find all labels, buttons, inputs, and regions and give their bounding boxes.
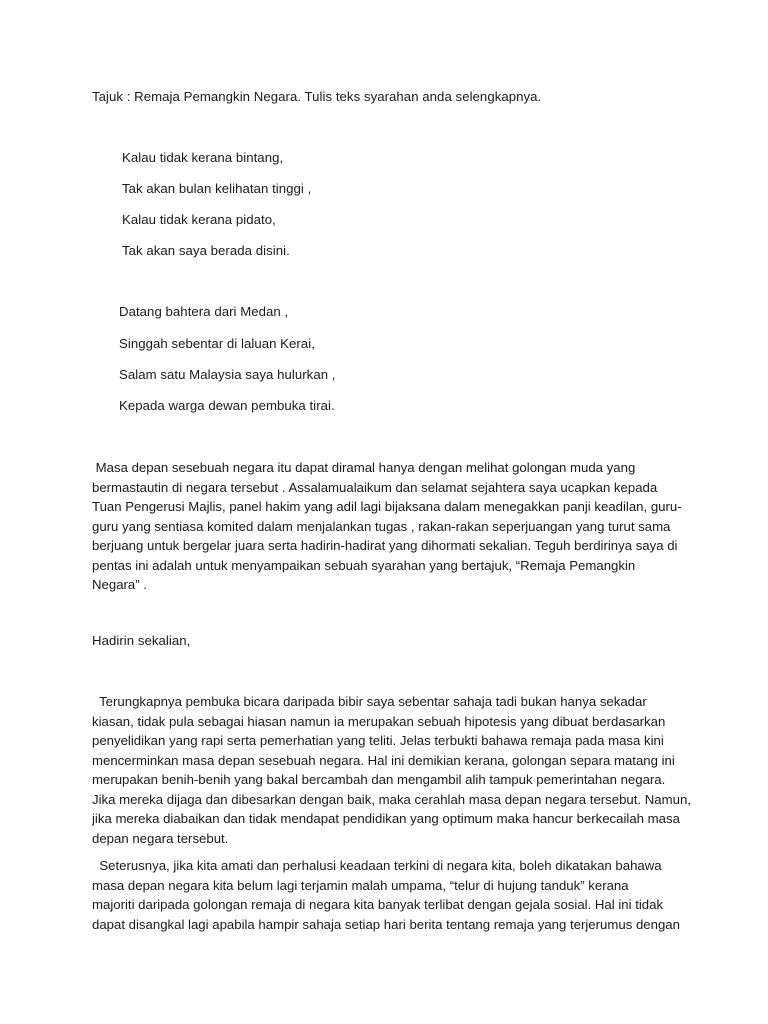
paragraph-line: merupakan benih-benih yang bakal bercambah dan mengambil alih tampuk pemerintahan negara. <box>92 772 666 787</box>
paragraph-line: jika mereka diabaikan dan tidak mendapat pendidikan yang optimum maka hancur berkecailah masa <box>92 811 680 826</box>
paragraph-line: bermastautin di negara tersebut . Assalamualaikum dan selamat sejahtera saya ucapkan kepada <box>92 479 658 495</box>
paragraph-line: berjuang untuk bergelar juara serta hadirin-hadirat yang dihormati sekalian. Teguh berdirinya saya di <box>92 538 678 553</box>
pantun-2-line-4: Kepada warga dewan pembuka tirai. <box>119 398 335 413</box>
paragraph-line: pentas ini adalah untuk menyampaikan sebuah syarahan yang bertajuk, “Remaja Pemangkin <box>92 557 636 573</box>
paragraph-line: majoriti daripada golongan remaja di negara kita banyak terlibat dengan gejala sosial. Hal ini tidak <box>92 897 664 912</box>
paragraph-line: Tuan Pengerusi Majlis, panel hakim yang adil lagi bijaksana dalam menegakkan panji keadilan, guru- <box>92 499 682 514</box>
paragraph-line: kiasan, tidak pula sebagai hiasan namun ia merupakan sebuah hipotesis yang dibuat berdasarkan <box>92 713 666 729</box>
paragraph-line: Negara” . <box>92 577 147 592</box>
greeting-heading: Hadirin sekalian, <box>92 633 191 648</box>
paragraph-line: penyelidikan yang rapi serta pemerhatian yang teliti. Jelas terbukti bahawa remaja pada masa kini <box>92 733 664 748</box>
body-paragraph-2 <box>92 692 691 848</box>
paragraph-line: mencerminkan masa depan sesebuah negara. Hal ini demikian kerana, golongan separa matang ini <box>92 752 675 768</box>
paragraph-line: masa depan negara kita belum lagi terjamin malah umpama, “telur di hujung tanduk” kerana <box>92 877 629 893</box>
pantun-1-line-3: Kalau tidak kerana pidato, <box>122 212 276 227</box>
paragraph-line: Masa depan sesebuah negara itu dapat diramal hanya dengan melihat golongan muda yang <box>92 460 636 475</box>
paragraph-line: Seterusnya, jika kita amati dan perhalusi keadaan terkini di negara kita, boleh dikatakan bahawa <box>92 858 662 873</box>
pantun-1-line-2: Tak akan bulan kelihatan tinggi , <box>122 181 312 196</box>
pantun-2-line-1: Datang bahtera dari Medan , <box>119 304 289 319</box>
body-paragraph-3 <box>92 856 684 934</box>
paragraph-line: Terungkapnya pembuka bicara daripada bibir saya sebentar sahaja tadi bukan hanya sekadar <box>92 694 647 709</box>
pantun-2-line-3: Salam satu Malaysia saya hulurkan , <box>119 367 336 382</box>
pantun-1-line-4: Tak akan saya berada disini. <box>122 243 290 258</box>
paragraph-line: Jika mereka dijaga dan dibesarkan dengan baik, maka cerahlah masa depan negara tersebut. Namun, <box>92 791 691 807</box>
pantun-1-line-1: Kalau tidak kerana bintang, <box>122 150 284 165</box>
paragraph-line: guru yang sentiasa komited dalam menjalankan tugas , rakan-rakan seperjuangan yang turut sama <box>92 518 671 534</box>
paragraph-line: dapat disangkal lagi apabila hampir sahaja setiap hari berita tentang remaja yang terjerumus dengan <box>92 916 680 932</box>
document-title: Tajuk : Remaja Pemangkin Negara. Tulis teks syarahan anda selengkapnya. <box>92 89 542 104</box>
paragraph-line: depan negara tersebut. <box>92 830 229 846</box>
pantun-2-line-2: Singgah sebentar di laluan Kerai, <box>119 336 315 351</box>
intro-paragraph <box>92 458 684 595</box>
